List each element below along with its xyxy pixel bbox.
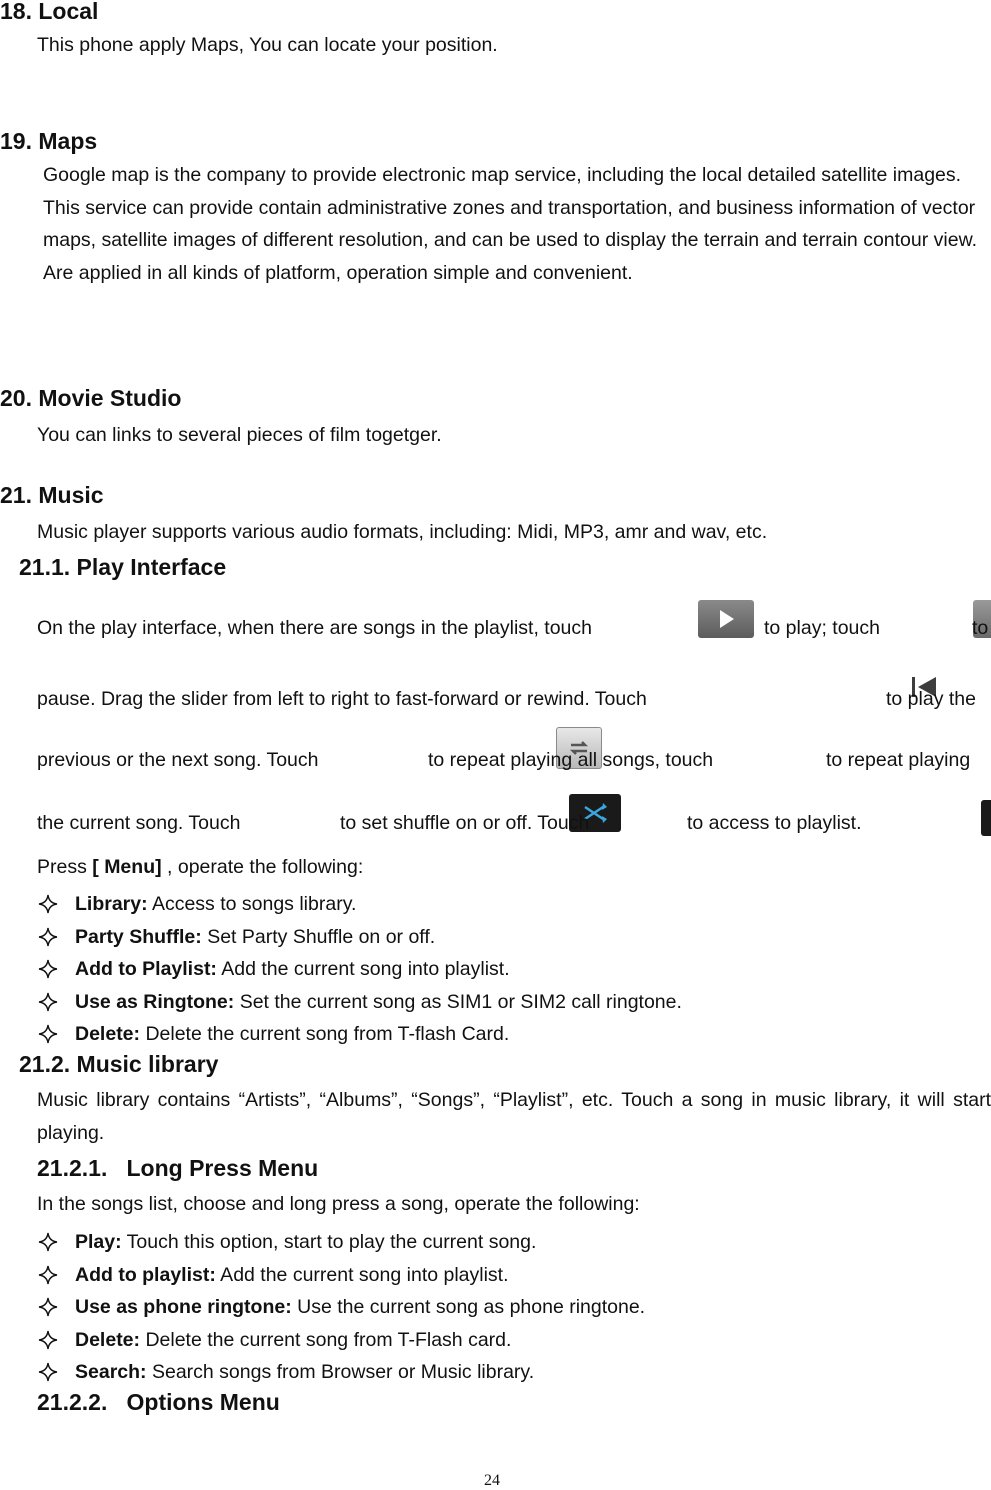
four-point-star-icon bbox=[37, 991, 59, 1013]
section-21-2-1-intro: In the songs list, choose and long press a song, operate the following: bbox=[37, 1193, 640, 1215]
bullet-text: Use the current song as phone ringtone. bbox=[291, 1296, 646, 1318]
bullet-label: Add to Playlist: bbox=[75, 958, 217, 980]
bullet-text: Set the current song as SIM1 or SIM2 call ringtone. bbox=[234, 990, 682, 1013]
play-text-4: previous or the next song. Touch bbox=[37, 749, 319, 771]
bullet-item bbox=[37, 1296, 937, 1322]
section-19-title: 19. Maps bbox=[0, 128, 98, 154]
play-text-to: to bbox=[972, 617, 989, 639]
four-point-star-icon bbox=[37, 958, 59, 980]
playlist-icon bbox=[981, 800, 991, 836]
play-text-3: pause. Drag the slider from left to right to fast-forward or rewind. Touch bbox=[37, 688, 647, 710]
four-point-star-icon bbox=[37, 1361, 59, 1383]
bullet-item bbox=[37, 991, 937, 1017]
play-text-repeat-playing: to repeat playing bbox=[826, 749, 971, 771]
play-icon bbox=[698, 600, 754, 638]
bullet-label: Add to playlist: bbox=[75, 1263, 216, 1286]
press-menu-line bbox=[37, 851, 363, 884]
four-point-star-icon bbox=[37, 1023, 59, 1045]
press-menu-key: [ Menu] bbox=[92, 856, 162, 878]
bullet-text: Add the current song into playlist. bbox=[215, 1263, 509, 1286]
four-point-star-icon bbox=[37, 1329, 59, 1351]
page-number: 24 bbox=[484, 1472, 500, 1489]
bullet-label: Delete: bbox=[75, 1328, 141, 1351]
bullet-item bbox=[37, 893, 937, 919]
section-18-title: 18. Local bbox=[0, 0, 99, 24]
bullet-text: Delete the current song from T-Flash card. bbox=[140, 1328, 512, 1351]
play-text-1: On the play interface, when there are songs in the playlist, touch bbox=[37, 617, 592, 639]
press-suffix: , operate the following: bbox=[167, 856, 364, 878]
bullet-label: Library: bbox=[75, 893, 148, 915]
press-prefix: Press bbox=[37, 856, 87, 878]
bullet-text: Add the current song into playlist. bbox=[216, 958, 510, 980]
bullet-item bbox=[37, 1264, 937, 1290]
play-text-5: to repeat playing all songs, touch bbox=[428, 749, 714, 771]
bullet-item bbox=[37, 1329, 937, 1355]
section-21-text: Music player supports various audio formats, including: Midi, MP3, amr and wav, etc. bbox=[37, 521, 768, 543]
section-18-text: This phone apply Maps, You can locate your position. bbox=[37, 34, 498, 56]
section-21-2-1-title: 21.2.1. Long Press Menu bbox=[37, 1155, 319, 1181]
section-19-text: Google map is the company to provide electronic map service, including the local detailed satellite images. This service can provide contain administrative zones and transportation, and business information of vector maps, satellite images of different resolution, and can be used to display the terrain and terrain contour view. Are applied in all kinds of platform, operation simple and convenient. bbox=[43, 164, 978, 284]
section-20-title: 20. Movie Studio bbox=[0, 385, 182, 411]
play-text-2: to play; touch bbox=[764, 617, 880, 639]
play-text-8: to access to playlist. bbox=[687, 812, 862, 834]
bullet-item bbox=[37, 926, 937, 952]
four-point-star-icon bbox=[37, 926, 59, 948]
bullet-item bbox=[37, 958, 937, 984]
section-21-2-2-title: 21.2.2. Options Menu bbox=[37, 1389, 280, 1415]
play-text-6: the current song. Touch bbox=[37, 812, 241, 834]
play-text-7: to set shuffle on or off. Touch bbox=[340, 812, 590, 834]
section-21-2-text: Music library contains “Artists”, “Albums”, “Songs”, “Playlist”, etc. Touch a song in music library, it will start playing. bbox=[37, 1089, 991, 1144]
bullet-label: Delete: bbox=[75, 1023, 141, 1045]
bullet-text: Delete the current song from T-flash Card. bbox=[140, 1023, 510, 1045]
section-21-1-title: 21.1. Play Interface bbox=[19, 554, 227, 580]
bullet-text: Search songs from Browser or Music library. bbox=[146, 1361, 535, 1383]
bullet-text: Touch this option, start to play the current song. bbox=[121, 1231, 537, 1253]
bullet-item bbox=[37, 1023, 937, 1049]
four-point-star-icon bbox=[37, 1264, 59, 1286]
four-point-star-icon bbox=[37, 893, 59, 915]
play-text-to-play-the: to play the bbox=[886, 688, 976, 710]
four-point-star-icon bbox=[37, 1231, 59, 1253]
bullet-item bbox=[37, 1361, 937, 1387]
bullet-text: Access to songs library. bbox=[147, 893, 357, 915]
section-21-title: 21. Music bbox=[0, 482, 104, 508]
bullet-label: Play: bbox=[75, 1231, 122, 1253]
bullet-label: Use as phone ringtone: bbox=[75, 1296, 292, 1318]
play-paragraph-line-1 bbox=[37, 612, 592, 645]
section-20-text: You can links to several pieces of film togetger. bbox=[37, 424, 442, 446]
section-21-2-title: 21.2. Music library bbox=[19, 1051, 219, 1077]
bullet-label: Use as Ringtone: bbox=[75, 990, 235, 1013]
four-point-star-icon bbox=[37, 1296, 59, 1318]
bullet-label: Party Shuffle: bbox=[75, 925, 202, 948]
bullet-label: Search: bbox=[75, 1361, 147, 1383]
bullet-text: Set Party Shuffle on or off. bbox=[201, 925, 436, 948]
bullet-item bbox=[37, 1231, 937, 1257]
